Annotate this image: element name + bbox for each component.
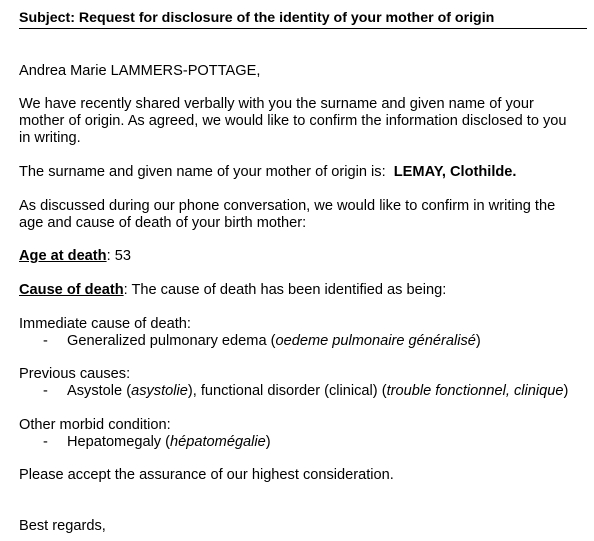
cause-of-death bbox=[19, 282, 579, 299]
cause-text: : The cause of death has been identified as being: bbox=[123, 282, 447, 298]
dash-bullet: - bbox=[43, 434, 48, 450]
cause-label: Cause of death bbox=[19, 282, 124, 298]
age-at-death bbox=[19, 248, 579, 265]
letter-document bbox=[19, 0, 589, 534]
age-separator: : bbox=[106, 248, 111, 264]
regards bbox=[19, 518, 579, 535]
immediate-heading: Immediate cause of death: bbox=[19, 316, 191, 332]
intro-line-2: mother of origin. As agreed, we would like to confirm the information disclosed to you bbox=[19, 113, 567, 129]
name-statement bbox=[19, 164, 579, 181]
intro-paragraph bbox=[19, 96, 579, 147]
phone-paragraph bbox=[19, 198, 579, 232]
dash-bullet: - bbox=[43, 383, 48, 399]
salutation bbox=[19, 63, 579, 80]
immediate-cause bbox=[19, 316, 579, 350]
other-heading: Other morbid condition: bbox=[19, 417, 171, 433]
intro-line-1: We have recently shared verbally with you the surname and given name of your bbox=[19, 96, 534, 112]
mother-name: LEMAY, Clothilde. bbox=[393, 164, 517, 180]
closing-text: Please accept the assurance of our highest consideration. bbox=[19, 467, 394, 483]
other-morbid-condition bbox=[19, 417, 579, 451]
closing bbox=[19, 467, 579, 484]
previous-causes bbox=[19, 366, 579, 400]
phone-line-2: age and cause of death of your birth mother: bbox=[19, 215, 307, 231]
salutation-text: Andrea Marie LAMMERS-POTTAGE, bbox=[19, 63, 261, 79]
previous-heading: Previous causes: bbox=[19, 366, 131, 382]
dash-bullet: - bbox=[43, 333, 48, 349]
list-item: - Generalized pulmonary edema (oedeme pulmonaire généralisé) bbox=[43, 333, 481, 349]
regards-text: Best regards, bbox=[19, 518, 106, 534]
intro-line-3: in writing. bbox=[19, 130, 81, 146]
list-item: - Hepatomegaly (hépatomégalie) bbox=[43, 434, 271, 450]
age-value: 53 bbox=[114, 248, 131, 264]
name-statement-prefix: The surname and given name of your mother of origin is: bbox=[19, 164, 386, 180]
subject-line: Subject: Request for disclosure of the identity of your mother of origin bbox=[19, 9, 587, 29]
phone-line-1: As discussed during our phone conversation, we would like to confirm in writing the bbox=[19, 198, 556, 214]
list-item: - Asystole (asystolie), functional disorder (clinical) (trouble fonctionnel, clinique) bbox=[43, 383, 569, 399]
age-label: Age at death bbox=[19, 248, 107, 264]
